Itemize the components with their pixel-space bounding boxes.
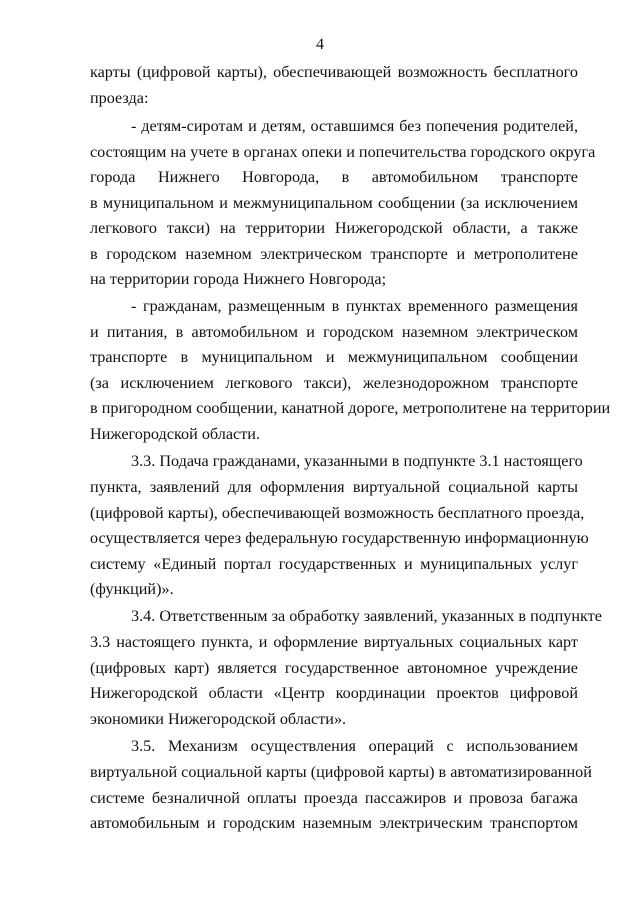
text-line: в муниципальном и межмуниципальном сообщении (за исключением: [90, 194, 578, 212]
text-line: автомобильным и городским наземным электрическим транспортом: [90, 814, 578, 832]
text-line: 3.5. Механизм осуществления операций с использованием: [131, 737, 578, 755]
text-line: транспорте в муниципальном и межмуниципальном сообщении: [90, 348, 578, 366]
text-line: в городском наземном электрическом транспорте и метрополитене: [90, 245, 578, 263]
text-line: систему «Единый портал государственных и муниципальных услуг: [90, 555, 578, 573]
text-line: виртуальной социальной карты (цифровой карты) в автоматизированной: [90, 763, 592, 781]
text-line: на территории города Нижнего Новгорода;: [90, 270, 387, 288]
text-line: осуществляется через федеральную государственную информационную: [90, 529, 589, 547]
text-line: легкового такси) на территории Нижегородской области, а также: [90, 219, 578, 237]
text-line: экономики Нижегородской области».: [90, 710, 347, 728]
text-line: города Нижнего Новгорода, в автомобильном транспорте: [90, 168, 578, 186]
page-number: 4: [316, 36, 324, 53]
text-line: 3.3. Подача гражданами, указанными в подпункте 3.1 настоящего: [131, 452, 583, 470]
text-line: - гражданам, размещенным в пунктах временного размещения: [131, 297, 578, 315]
text-line: (функций)».: [90, 580, 174, 598]
text-line: проезда:: [90, 89, 149, 107]
text-line: состоящим на учете в органах опеки и попечительства городского округа: [90, 143, 596, 161]
text-line: (цифровой карты), обеспечивающей возможность бесплатного проезда,: [90, 504, 585, 522]
text-line: и питания, в автомобильном и городском наземном электрическом: [90, 323, 578, 341]
text-line: (цифровых карт) является государственное автономное учреждение: [90, 659, 578, 677]
text-line: (за исключением легкового такси), железнодорожном транспорте: [90, 374, 578, 392]
text-line: карты (цифровой карты), обеспечивающей возможность бесплатного: [90, 63, 578, 81]
text-line: пункта, заявлений для оформления виртуальной социальной карты: [90, 478, 578, 496]
text-line: 3.4. Ответственным за обработку заявлений, указанных в подпункте: [131, 607, 602, 625]
text-line: Нижегородской области.: [90, 425, 260, 443]
text-line: в пригородном сообщении, канатной дороге, метрополитене на территории: [90, 399, 611, 417]
text-line: системе безналичной оплаты проезда пассажиров и провоза багажа: [90, 789, 578, 807]
text-line: 3.3 настоящего пункта, и оформление виртуальных социальных карт: [90, 633, 578, 651]
text-line: Нижегородской области «Центр координации проектов цифровой: [90, 684, 578, 702]
text-line: - детям-сиротам и детям, оставшимся без попечения родителей,: [131, 117, 578, 135]
